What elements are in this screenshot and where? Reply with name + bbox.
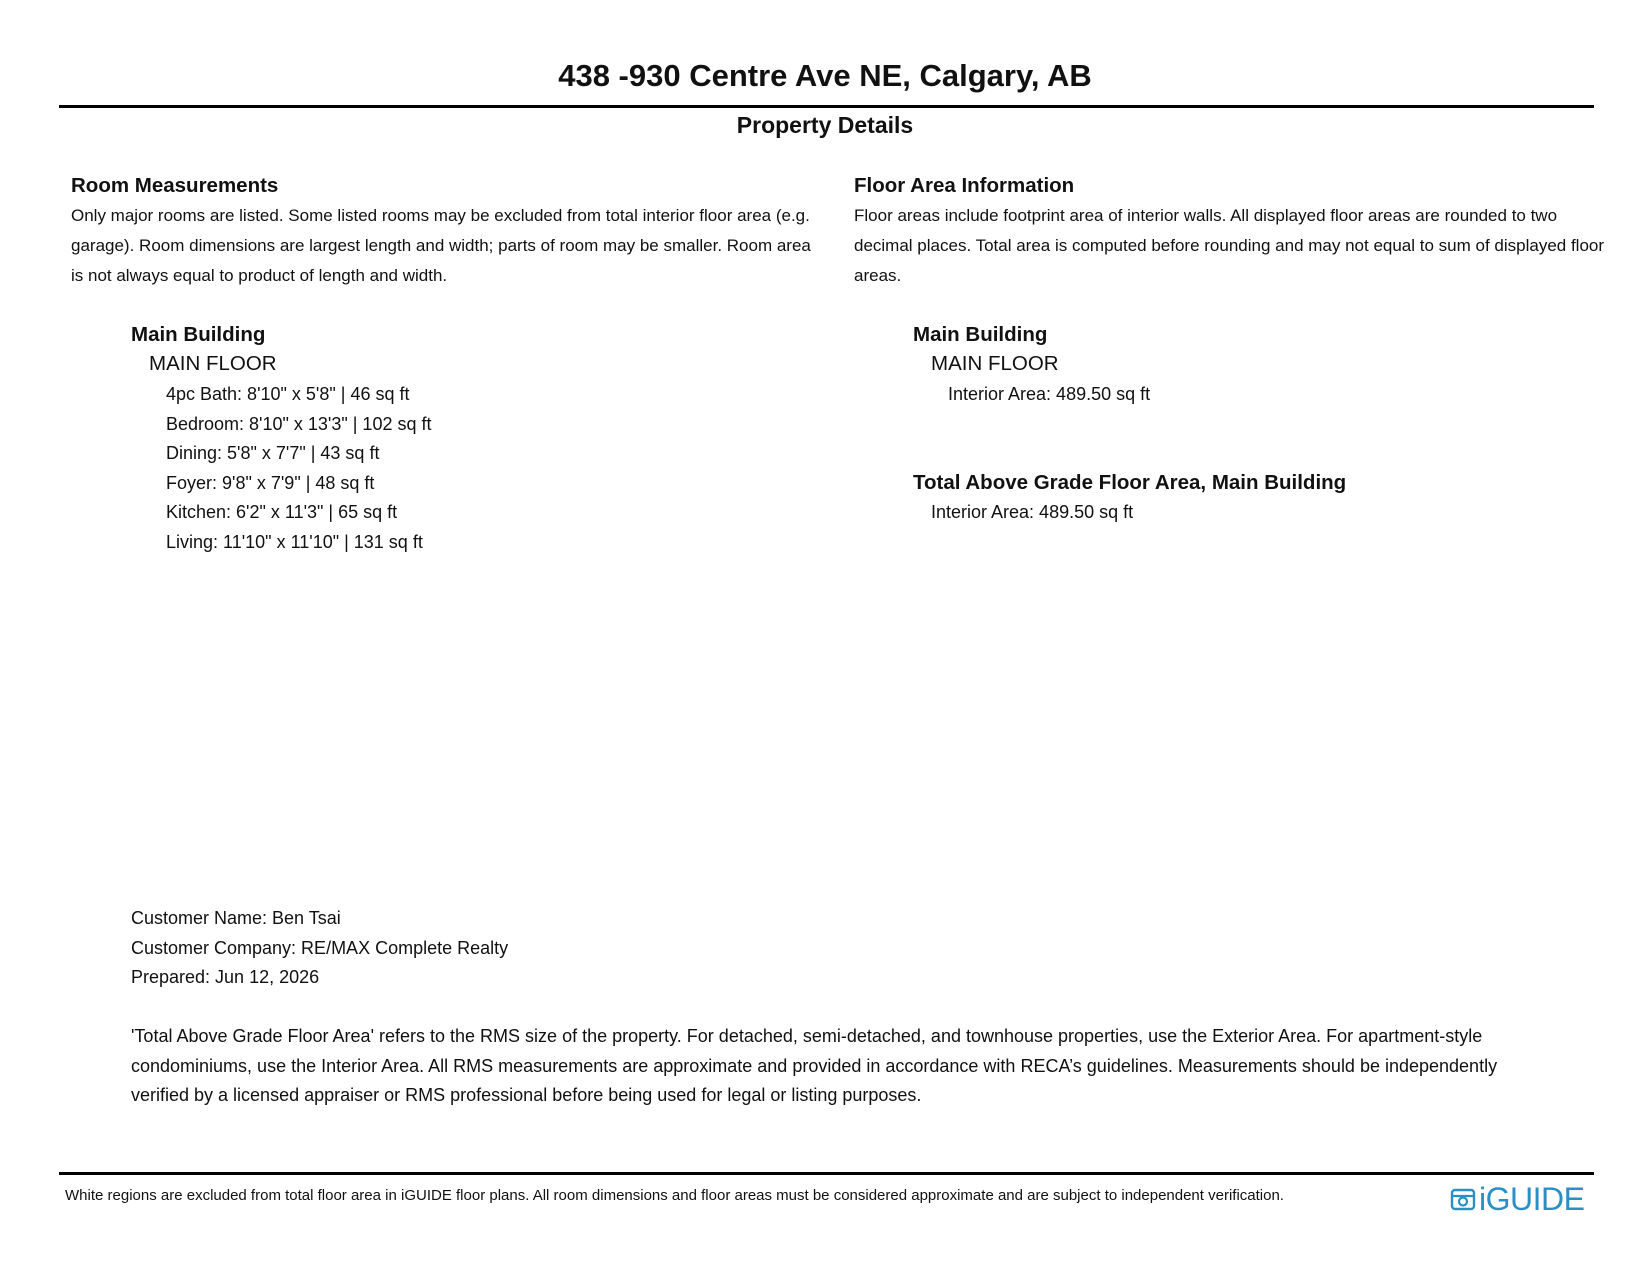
floor-area-description: Floor areas include footprint area of interior walls. All displayed floor areas are rounded to two decimal places. Total area is computed before rounding and may not equal to sum of displayed floor areas. <box>854 206 1605 285</box>
room-floor-name: MAIN FLOOR <box>149 352 277 375</box>
customer-name: Customer Name: Ben Tsai <box>131 908 341 928</box>
floor-area-floor-name: MAIN FLOOR <box>931 352 1059 375</box>
floor-interior-area: Interior Area: 489.50 sq ft <box>948 384 1151 404</box>
room-item: Kitchen: 6'2" x 11'3" | 65 sq ft <box>166 502 398 522</box>
floor-area-heading: Floor Area Information <box>854 174 1075 197</box>
footer-divider <box>59 1172 1594 1175</box>
page-title: 438 -930 Centre Ave NE, Calgary, AB <box>558 58 1092 93</box>
total-area-heading: Total Above Grade Floor Area, Main Building <box>913 471 1347 494</box>
prepared-date: Prepared: Jun 12, 2026 <box>131 967 320 987</box>
footer-note: White regions are excluded from total floor area in iGUIDE floor plans. All room dimensions and floor areas must be considered approximate and are subject to independent verification. <box>65 1187 1284 1204</box>
camera-icon <box>1450 1186 1476 1212</box>
room-measurements-heading: Room Measurements <box>71 174 279 197</box>
room-list <box>166 380 431 557</box>
title-divider <box>59 105 1594 108</box>
customer-company: Customer Company: RE/MAX Complete Realty <box>131 938 509 958</box>
room-item: 4pc Bath: 8'10" x 5'8" | 46 sq ft <box>166 384 410 404</box>
page-subtitle: Property Details <box>736 112 914 138</box>
rms-disclaimer: 'Total Above Grade Floor Area' refers to the RMS size of the property. For detached, semi-detached, and townhouse properties, use the Exterior Area. For apartment-style condominiums, use the Interior Area. All RMS measurements are approximate and provided in accordance with RECA’s guidelines. Measurements should be independently verified by a licensed appraiser or RMS professional before being used for legal or listing purposes. <box>131 1026 1498 1105</box>
room-building-heading: Main Building <box>131 323 266 346</box>
floor-area-building-heading: Main Building <box>913 323 1048 346</box>
logo-text: iGUIDE <box>1479 1181 1585 1217</box>
room-item: Dining: 5'8" x 7'7" | 43 sq ft <box>166 443 380 463</box>
iguide-logo <box>1450 1182 1584 1216</box>
room-measurements-description: Only major rooms are listed. Some listed rooms may be excluded from total interior floor area (e.g. garage). Room dimensions are largest length and width; parts of room may be smaller. Room area is not always equal to product of length and width. <box>71 206 811 285</box>
room-item: Bedroom: 8'10" x 13'3" | 102 sq ft <box>166 413 432 434</box>
total-interior-area: Interior Area: 489.50 sq ft <box>931 502 1134 522</box>
room-item: Living: 11'10" x 11'10" | 131 sq ft <box>166 531 423 552</box>
room-item: Foyer: 9'8" x 7'9" | 48 sq ft <box>166 472 375 493</box>
